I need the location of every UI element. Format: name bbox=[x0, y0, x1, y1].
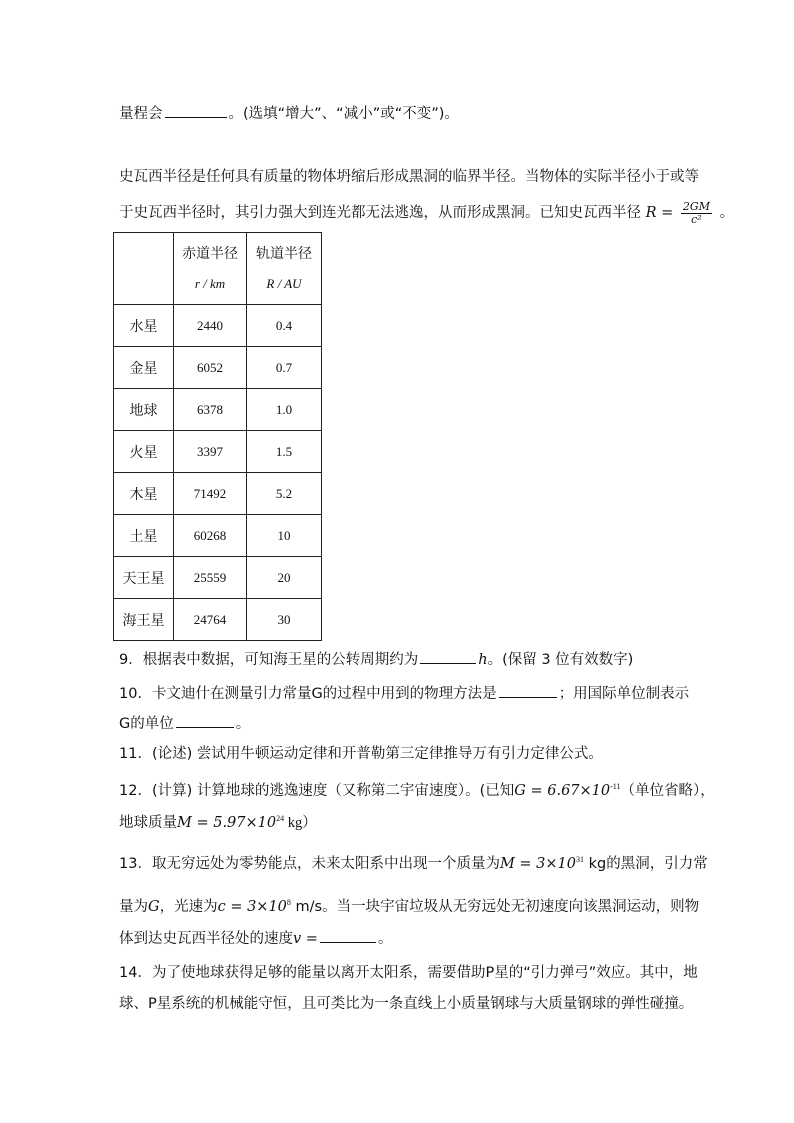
planet-name: 地球 bbox=[114, 389, 174, 431]
answer-blank bbox=[420, 651, 476, 664]
table-header-orbit bbox=[247, 233, 322, 305]
q10-text: 10．卡文迪什在测量引力常量G的过程中用到的物理方法是 bbox=[119, 686, 497, 702]
planet-radius: 71492 bbox=[174, 473, 247, 515]
q13-text: 13．取无穷远处为零势能点，未来太阳系中出现一个质量为 bbox=[119, 856, 500, 872]
q13-suffix: kg的黑洞，引力常 bbox=[584, 856, 708, 872]
planet-name: 火星 bbox=[114, 431, 174, 473]
radius-header-unit: r / km bbox=[194, 275, 226, 291]
question-14-line-2: 球、P星系统的机械能守恒，且可类比为一条直线上小质量钢球与大质量钢球的弹性碰撞。 bbox=[119, 996, 694, 1012]
question-11: 11．(论述) 尝试用牛顿运动定律和开普勒第三定律推导万有引力定律公式。 bbox=[119, 746, 603, 762]
earth-mass: M = 5.97×10 bbox=[177, 815, 277, 831]
planet-name: 水星 bbox=[114, 305, 174, 347]
table-row bbox=[114, 347, 322, 389]
schwarzschild-formula-fraction bbox=[681, 201, 712, 226]
bh-mass-exponent: 31 bbox=[576, 855, 584, 864]
schwarzschild-line-2 bbox=[119, 200, 734, 226]
table-row bbox=[114, 305, 322, 347]
planet-radius: 60268 bbox=[174, 515, 247, 557]
q10-line2-suffix: 。 bbox=[235, 716, 251, 732]
answer-blank bbox=[320, 930, 376, 943]
top-line bbox=[119, 104, 459, 124]
planet-radius: 2440 bbox=[174, 305, 247, 347]
g-exponent: -11 bbox=[610, 782, 621, 791]
question-10-line-2 bbox=[119, 714, 250, 734]
q13-line3-suffix: 。 bbox=[377, 931, 393, 947]
planet-name: 天王星 bbox=[114, 557, 174, 599]
top-line-suffix: 。(选填“增大”、“减小”或“不变”)。 bbox=[228, 106, 459, 122]
question-14-line-1: 14．为了使地球获得足够的能量以离开太阳系，需要借助P星的“引力弹弓”效应。其中，地 bbox=[119, 965, 698, 981]
q9-text: 9．根据表中数据，可知海王星的公转周期约为 bbox=[119, 652, 419, 668]
planet-orbit: 0.4 bbox=[247, 305, 322, 347]
table-header-empty bbox=[114, 233, 174, 305]
q12-suffix: （单位省略）， bbox=[620, 783, 715, 799]
planet-name: 金星 bbox=[114, 347, 174, 389]
formula-denominator: c² bbox=[691, 212, 702, 226]
orbit-header-label: 轨道半径 bbox=[256, 245, 312, 262]
planet-radius: 6052 bbox=[174, 347, 247, 389]
c-exponent: 8 bbox=[286, 898, 291, 907]
planet-orbit: 1.0 bbox=[247, 389, 322, 431]
planet-orbit: 20 bbox=[247, 557, 322, 599]
answer-blank bbox=[176, 715, 234, 728]
planet-name: 土星 bbox=[114, 515, 174, 557]
planet-name: 海王星 bbox=[114, 599, 174, 641]
planet-data-table bbox=[113, 232, 322, 641]
q13-line3-text: 体到达史瓦西半径处的速度 bbox=[119, 931, 293, 947]
formula-numerator: 2GM bbox=[682, 199, 710, 213]
orbit-header-unit: R / AU bbox=[266, 275, 302, 291]
planet-orbit: 30 bbox=[247, 599, 322, 641]
table-row bbox=[114, 515, 322, 557]
top-line-prefix: 量程会 bbox=[119, 106, 163, 122]
schwarzschild-line-1: 史瓦西半径是任何具有质量的物体坍缩后形成黑洞的临界半径。当物体的实际半径小于或等 bbox=[119, 169, 699, 185]
question-13-line-1 bbox=[119, 850, 708, 874]
radius-header-label: 赤道半径 bbox=[182, 245, 238, 262]
table-row bbox=[114, 473, 322, 515]
q10-suffix: ；用国际单位制表示 bbox=[558, 686, 690, 702]
q13-line2-mid: ，光速为 bbox=[159, 899, 218, 915]
planet-radius: 6378 bbox=[174, 389, 247, 431]
g-symbol: G bbox=[148, 899, 160, 915]
planet-orbit: 0.7 bbox=[247, 347, 322, 389]
answer-blank bbox=[499, 685, 557, 698]
planet-orbit: 1.5 bbox=[247, 431, 322, 473]
question-10-line-1 bbox=[119, 684, 689, 704]
question-9 bbox=[119, 650, 633, 670]
gravitational-constant: G = 6.67×10 bbox=[514, 783, 611, 799]
table-header-radius bbox=[174, 233, 247, 305]
planet-orbit: 10 bbox=[247, 515, 322, 557]
planet-radius: 24764 bbox=[174, 599, 247, 641]
q10-line2-text: G的单位 bbox=[119, 716, 174, 732]
planet-orbit: 5.2 bbox=[247, 473, 322, 515]
question-12-line-1 bbox=[119, 777, 715, 801]
speed-of-light: c = 3×10 bbox=[217, 899, 287, 915]
schwarzschild-line-2-text: 于史瓦西半径时，其引力强大到连光都无法逃逸，从而形成黑洞。已知史瓦西半径 bbox=[119, 205, 641, 221]
q12-text: 12．(计算) 计算地球的逃逸速度（又称第二宇宙速度）。(已知 bbox=[119, 783, 515, 799]
q13-line2-text: 量为 bbox=[119, 899, 148, 915]
velocity-symbol: v = bbox=[293, 931, 318, 947]
q12-line2-text: 地球质量 bbox=[119, 815, 177, 831]
black-hole-mass: M = 3×10 bbox=[499, 856, 576, 872]
question-13-line-3 bbox=[119, 929, 392, 949]
table-row bbox=[114, 389, 322, 431]
planet-radius: 3397 bbox=[174, 431, 247, 473]
table-row bbox=[114, 431, 322, 473]
q9-unit: h bbox=[478, 652, 488, 668]
formula-lhs: R = bbox=[645, 205, 674, 221]
q13-line2-suffix: m/s。当一块宇宙垃圾从无穷远处无初速度向该黑洞运动，则物 bbox=[290, 899, 700, 915]
q9-suffix: 。(保留 3 位有效数字) bbox=[487, 652, 634, 668]
question-13-line-2 bbox=[119, 893, 699, 917]
table-row bbox=[114, 599, 322, 641]
answer-blank bbox=[165, 105, 227, 118]
planet-radius: 25559 bbox=[174, 557, 247, 599]
planet-name: 木星 bbox=[114, 473, 174, 515]
mass-exponent: 24 bbox=[276, 814, 285, 823]
question-12-line-2 bbox=[119, 809, 317, 833]
q12-line2-suffix: kg） bbox=[284, 815, 317, 831]
table-header-row bbox=[114, 233, 322, 305]
formula-end: 。 bbox=[719, 205, 735, 221]
table-row bbox=[114, 557, 322, 599]
